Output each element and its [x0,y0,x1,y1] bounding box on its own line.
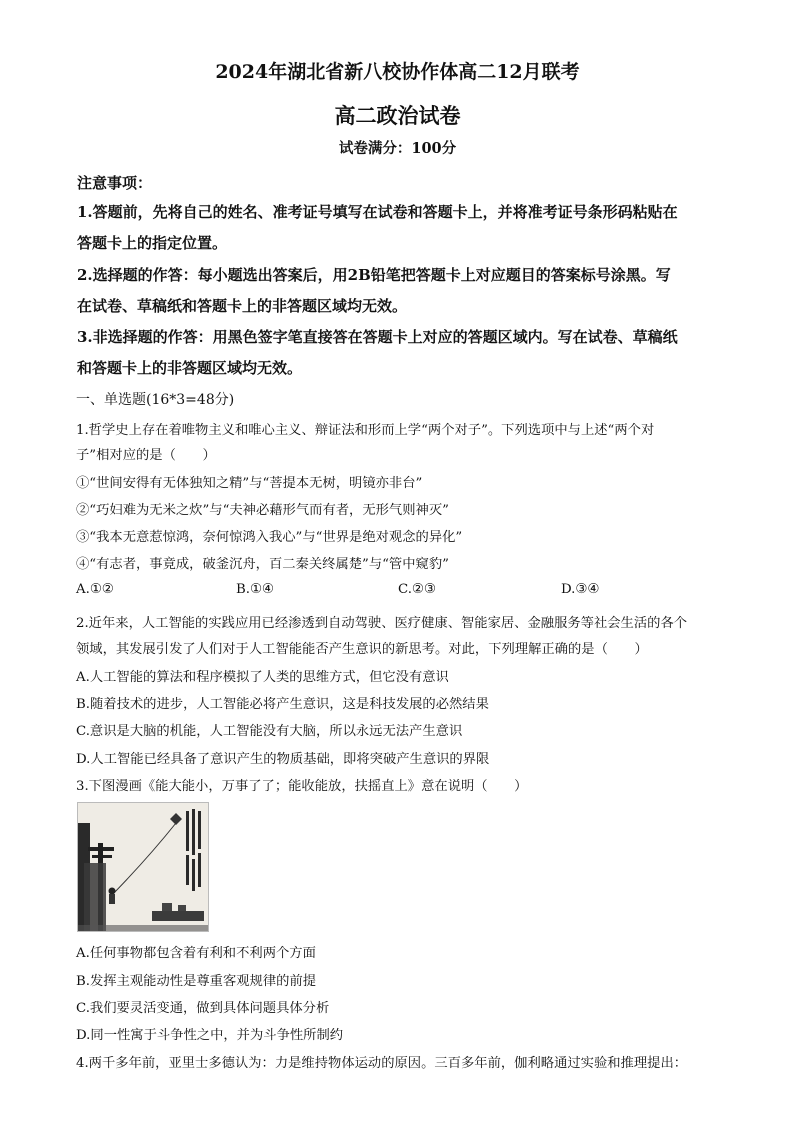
kite-cartoon-illustration [78,803,208,931]
notice-heading: 注意事项： [77,174,153,192]
full-score: 试卷满分：100分 [338,140,457,157]
notice-item-3-line-1: 3.非选择题的作答：用黑色签字笔直接答在答题卡上对应的答题区域内。写在试卷、草稿纸 [77,328,678,346]
notice-item-3-line-2: 和答题卡上的非答题区域均无效。 [77,359,303,377]
q1-statement-3: ③“我本无意惹惊鸿，奈何惊鸿入我心”与“世界是绝对观念的异化” [76,530,463,545]
cartoon-image [77,802,209,932]
q4-stem-line-1: 4.两千多年前，亚里士多德认为：力是维持物体运动的原因。三百多年前，伽利略通过实验和推理提出： [76,1056,688,1071]
q1-stem-line-1: 1.哲学史上存在着唯物主义和唯心主义、辩证法和形而上学“两个对子”。下列选项中与上述“两个对 [76,423,655,438]
notice-item-2-line-1: 2.选择题的作答：每小题选出答案后，用2B铅笔把答题卡上对应题目的答案标号涂黑。写 [77,266,671,284]
q2-option-b: B.随着技术的进步，人工智能必将产生意识，这是科技发展的必然结果 [76,697,489,712]
q1-option-c: C.②③ [398,582,436,597]
q1-statement-4: ④“有志者，事竟成，破釜沉舟，百二秦关终属楚”与“管中窥豹” [76,557,449,572]
q3-option-c: C.我们要灵活变通，做到具体问题具体分析 [76,1001,330,1016]
q1-statement-2: ②“巧妇难为无米之炊”与“夫神必藉形气而有者，无形气则神灭” [76,503,449,518]
notice-item-1-line-2: 答题卡上的指定位置。 [77,234,228,252]
q1-option-d: D.③④ [561,582,600,597]
q1-statement-1: ①“世间安得有无体独知之精”与“菩提本无树，明镜亦非台” [76,476,423,491]
q2-stem-line-1: 2.近年来，人工智能的实践应用已经渗透到自动驾驶、医疗健康、智能家居、金融服务等社会生活的各个 [76,616,688,631]
q3-stem: 3.下图漫画《能大能小，万事了了；能收能放，扶摇直上》意在说明（ ） [76,779,528,794]
section-heading: 一、单选题(16*3=48分) [76,392,235,408]
q1-stem-line-2: 子”相对应的是（ ） [76,448,216,463]
exam-title: 2024年湖北省新八校协作体高二12月联考 [215,61,580,83]
q2-stem-line-2: 领域，其发展引发了人们对于人工智能能否产生意识的新思考。对此，下列理解正确的是（ ） [76,642,648,657]
q2-option-c: C.意识是大脑的机能，人工智能没有大脑，所以永远无法产生意识 [76,724,463,739]
q1-option-b: B.①④ [236,582,274,597]
q1-option-a: A.①② [76,582,114,597]
q3-option-d: D.同一性寓于斗争性之中，并为斗争性所制约 [76,1028,344,1043]
notice-item-1-line-1: 1.答题前，先将自己的姓名、准考证号填写在试卷和答题卡上，并将准考证号条形码粘贴在 [77,203,678,221]
q2-option-a: A.人工智能的算法和程序模拟了人类的思维方式，但它没有意识 [76,670,449,685]
paper-title: 高二政治试卷 [334,103,461,128]
notice-item-2-line-2: 在试卷、草稿纸和答题卡上的非答题区域均无效。 [77,297,408,315]
q3-option-a: A.任何事物都包含着有利和不利两个方面 [76,946,316,961]
q2-option-d: D.人工智能已经具备了意识产生的物质基础，即将突破产生意识的界限 [76,752,490,767]
q3-option-b: B.发挥主观能动性是尊重客观规律的前提 [76,974,317,989]
